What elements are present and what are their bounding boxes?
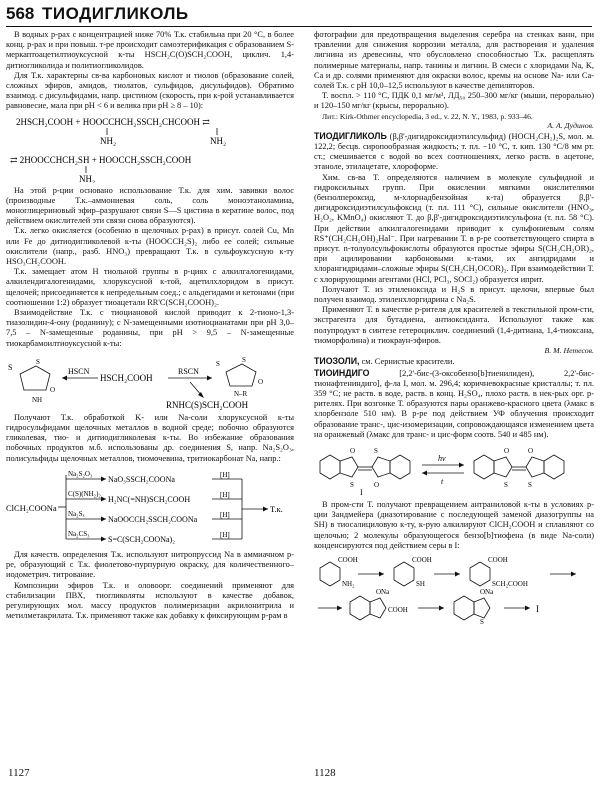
svg-text:O: O [258, 377, 264, 386]
paragraph: В водных р-рах с концентрацией ниже 70% Т.к. стабильна при 20 °С, в более конц. р-рах и при повыш. т-ре происходит самоэтерификация с образованием S-меркаптоацетилтиоуксусной к-ты HSCH₂C(O)SCH₂COOH, циклич. 1,4-дитиогликолида и политиогликолидов. [6, 30, 294, 70]
paragraph: Для качеств. определения Т.к. используют нитропруссид Na в аммиачном р-ре, образующий с Т.к. фиолетово-пурпурную окраску, для количественного–иодометрич. титрование. [6, 549, 294, 580]
structure-label: I [536, 603, 539, 614]
reagent-label: C(S)(NH₂)₂ [68, 489, 101, 498]
svg-text:S: S [504, 480, 508, 489]
product-label: RNHC(S)SCH₂COOH [166, 399, 249, 410]
svg-text:S: S [216, 359, 220, 368]
intermediate-label: H₂NC(=NH)SCH₂COOH [108, 494, 191, 504]
svg-text:S: S [374, 446, 378, 455]
reagent-label: HSCN [68, 366, 90, 376]
reduction-label: [H] [220, 490, 230, 499]
group-label: NH₂ [342, 579, 355, 588]
entry-text: (β,β'-дигидроксидиэтилсульфид) (HOCH₂CH₂)₂S, мол. м. 122,2; бесцв. сиропообразная жидкость; т. пл. −10 °С, т. кип. 130 °С/8 мм рт. ст.; смешивается с водой во всех соотношениях, легко раств. в ацетоне, этаноле, этилацетате, хлороформе. [314, 131, 594, 172]
footer-number-right: 1128 [314, 767, 336, 779]
start-material: ClCH₂COONa [6, 502, 57, 513]
intermediate-label: NaOOCCH₂SSCH₂COONa [108, 514, 198, 524]
reactant-label: HSCH₂COOH [100, 372, 153, 383]
paragraph: Т.к. легко окисляется (особенно в щелочных р-рах) в присут. солей Cu, Mn или Fe до дитиодигликолевой к-ты (HOOCCH₂S)₂ либо ее солей; сильные окислители (напр., разб. HNO₃) превращают Т.к. в сульфоуксусную к-ту HSO₃CH₂COOH. [6, 226, 294, 267]
structure-label: I [360, 487, 363, 497]
left-column [6, 30, 294, 621]
paragraph: Т. воспл. > 110 °С, ПДК 0,1 мг/м³, ЛД₅₀ 250–300 мг/кг (мыши, перорально) и 120–150 мг/кг (крысы, перорально). [314, 91, 594, 111]
paragraph: Взаимодействие Т.к. с тиоциановой кислой приводит к 2-тионо-1,3-тиазолидин-4-ону (роданину); с N-замещенными изотиоцианатами при pH 3,0–7,5 – N-замещенные роданины, при pH > 9,5 – N-замещенные тиокарбамоилтиоуксусной к-ты: [6, 308, 294, 348]
paragraph: Получают Т. из этиленоксида и H₂S в присут. щелочи, впервые был получен взаимод. этиленхлоргидрина с Na₂S. [314, 284, 594, 305]
svg-text:O: O [504, 446, 510, 455]
group-label: SH [416, 579, 425, 588]
group-label: SCH₂COOH [492, 579, 528, 588]
page-header [6, 4, 592, 24]
entry-term: ТИОИНДИГО [314, 367, 370, 378]
equation-line: 2HSCH₂COOH + HOOCCHCH₂SSCH₂CHCOOH ⇄ [16, 116, 210, 127]
reagent-label: Na₂CS₃ [68, 529, 90, 538]
intermediate-label: S=C(SCH₂COONa)₂ [108, 534, 175, 544]
reduction-label: [H] [220, 470, 230, 479]
running-title: ТИОДИГЛИКОЛЬ [42, 4, 189, 23]
equation-amino: NH₂ [210, 135, 227, 146]
thioindigo-synthesis-scheme [314, 554, 594, 624]
cysteine-exchange-equation [6, 115, 294, 183]
equation-line: ⇄ 2HOOCCHCH₂SH + HOOCCH₂SSCH₂COOH [10, 154, 192, 165]
paragraph: В пром-сти Т. получают превращением антраниловой к-ты в условиях р-ции Зандмейера (диазотирование с последующей заменой диазогруппы на SH) в тиосалициловую к-ту, к-рую алкилируют ClCH₂COOH и сплавляют со щелочью; 2 молекулы образующегося бензо[b]тиофена (в виде Na-соли) конденсируются под действием серы в I: [314, 499, 594, 550]
group-label: COOH [338, 555, 358, 564]
paragraph: На этой р-ции основано использование Т.к. для хим. завивки волос (производные Т.к.–аммониевая соль, соль моноэтаноламина, моноглицериновый эфир–разрушают связи S—S цистина в кератине волос, под действием окислителей эти связи снова образуются). [6, 185, 294, 226]
paragraph: Хим. св-ва Т. определяются наличием в молекуле сульфидной и гидроксильных групп. При окислении мягкими окислителями (бензолпероксид, м-хлорнадбензойная к-та) образуется β,β'-дигидроксидиэтилсульфоксид (т. пл. 111 °С), сильные окислители (HNO₃, H₂O₂, KMnO₄) окисляют Т. до β,β'-дигидроксидиэтилсульфона (т. пл. 58 °С). При действии алкилгалогенидами приводит к сульфониевым солям RS⁺(CH₂CH₂OH)₂Hal⁻. При нагревании Т. в р-ре соответствующего спирта в присут. n-толуолсульфокислоты образуются простые эфиры S(CH₂CH₂OR)₂, при ацилировании карбоновыми к-тами, их ангидридами и хлорангидридами–сложные эфиры S(CH₂CH₂OCOR)₂. При взаимодействии Т. с хлорирующими агентами (HCl, PCl₃, SOCl₂) образуется иприт. [314, 172, 594, 284]
reagent-label: RSCN [178, 366, 199, 376]
reagent-label: Na₂S₂O₃ [68, 469, 93, 478]
light-label: hν [438, 453, 446, 463]
paragraph: фотографии для предотвращения выделения серебра на стенках ванн, при травлении для снижения коррозии металла, для растворения и удаления лигнина из древесины, что обусловлено способностью Т.к. расщеплять полимерные материалы, напр. танины и лигнин. В смеси с хлоридами Na, K, Ca и др. солями применяют для окраски волос, кремы на основе Na- или Ca-солей Т.к. с pH 10,0–12,5 используют в качестве депиляторов. [314, 30, 594, 91]
reagent-label: Na₂Sₓ [68, 509, 85, 518]
svg-text:O: O [50, 385, 56, 394]
svg-text:S: S [8, 362, 13, 372]
group-label: COOH [488, 555, 508, 564]
reduction-label: [H] [220, 530, 230, 539]
author-signature: А. А. Дудинов. [547, 120, 594, 130]
svg-text:S: S [528, 480, 532, 489]
svg-text:NH: NH [32, 395, 43, 404]
literature-reference: Лит.: Kirk-Othmer encyclopedia, 3 ed., v. 22, N. Y., 1983, p. 933–46. [322, 111, 533, 121]
group-label: S [480, 617, 484, 624]
svg-text:S: S [350, 480, 354, 489]
entry-text: см. Сернистые красители. [361, 357, 455, 367]
page-number: 568 [6, 4, 35, 23]
heat-label: t [441, 476, 444, 486]
entry-term: ТИОЗОЛИ, [314, 356, 360, 367]
entry-text: [2,2'-бис-(3-оксобензо[b]тиенилиден), 2,2'-бис-тионафтениндиго], ф-ла I, мол. м. 296,4; коричневокрасные кристаллы; т. пл. 359 °С; не раств. в воде, раств. в конц. H₂SO₄, плохо раств. в нек-рых орг. р-рителях. При возгонке Т. образуются пары оранжево-красного цвета (λмакс в хлорбензоле 510 нм). В р-ре под действием УФ облучения происходит образование транс-, цис-изомеризации, сопровождающаяся изменением цвета на оранжевый (λмакс для транс- и цис-форм соотв. 540 и 485 нм). [314, 368, 594, 439]
svg-text:N–R: N–R [234, 389, 248, 398]
equation-amino: NH₂ [79, 173, 96, 183]
intermediate-label: NaO₃SSCH₂COONa [108, 474, 175, 484]
svg-text:O: O [374, 480, 380, 489]
footer-number-left: 1127 [8, 767, 30, 779]
equation-amino: NH₂ [100, 135, 117, 146]
svg-text:O: O [528, 446, 534, 455]
paragraph: Применяют Т. в качестве р-рителя для красителей в текстильной пром-сти, экстрагента для бутадиена, антиоксиданта. Используют также как полупродукт в синтезе гетероциклич. соединений (1,4-дитиана, 1,4-тиоксана, тиоморфолина) и тиокраун-эфиров. [314, 305, 594, 345]
header-rule [6, 26, 592, 27]
synthesis-scheme [6, 467, 294, 547]
group-label: ONa [376, 587, 390, 596]
final-product: Т.к. [270, 503, 283, 514]
paragraph: Композиции эфиров Т.к. и оловоорг. соединений применяют для стабилизации ПВХ, тиогликоляты используют в качестве добавок, регулирующих мол. массу продуктов полимеризации акрилонитрила и метилметакрилата. Т.к. применяют также как добавку к фиксирующим р-рам в [6, 580, 294, 621]
author-signature: В. М. Нетесов. [544, 346, 594, 356]
group-label: ONa [480, 587, 494, 596]
svg-text:S: S [36, 357, 40, 366]
group-label: COOH [412, 555, 432, 564]
paragraph: Для Т.к. характерны св-ва карбоновых кислот и тиолов (образование солей, сложных эфиров, амидов, тиолатов, сульфидов, дисульфидов). Обратимо взаимод. с дисульфидами, напр. цистином (скорость, при к-рой устанавливается равновесие, мала при pH < 6 и велика при pH ≥ 8 – 10): [6, 70, 294, 111]
right-column [314, 30, 594, 627]
paragraph: Т.к. замещает атом Н тиольной группы в р-циях с алкилгалогенидами, алкилендигалогенидами, хлоруксусной к-той, ацетилхлоридом в присут. щелочей; присоединяется к непредельным соед.; с альдегидами и кетонами (при соотношении 1:2) образует тиоацетали RR'C(SCH₂COOH)₂. [6, 267, 294, 307]
thioindigo-isomerization [314, 443, 594, 497]
paragraph: Получают Т.к. обработкой K- или Na-соли хлоруксусной к-ты гидросульфидами щелочных металлов в водной среде; побочно образуются гликолевая, тио- и дитиодигликолевая к-ты. Во избежание образования побочных продуктов м.б. использованы др. соединения S, напр. Na₂S₂O₃, полисульфиды щелочных металлов, тиомочевина, тритиокарбонат Na, напр.: [6, 412, 294, 463]
svg-text:S: S [242, 355, 246, 364]
reduction-label: [H] [220, 510, 230, 519]
group-label: COOH [388, 605, 408, 614]
rhodanine-scheme [6, 352, 294, 410]
entry-term: ТИОДИГЛИКОЛЬ [314, 130, 387, 141]
svg-text:O: O [350, 446, 356, 455]
